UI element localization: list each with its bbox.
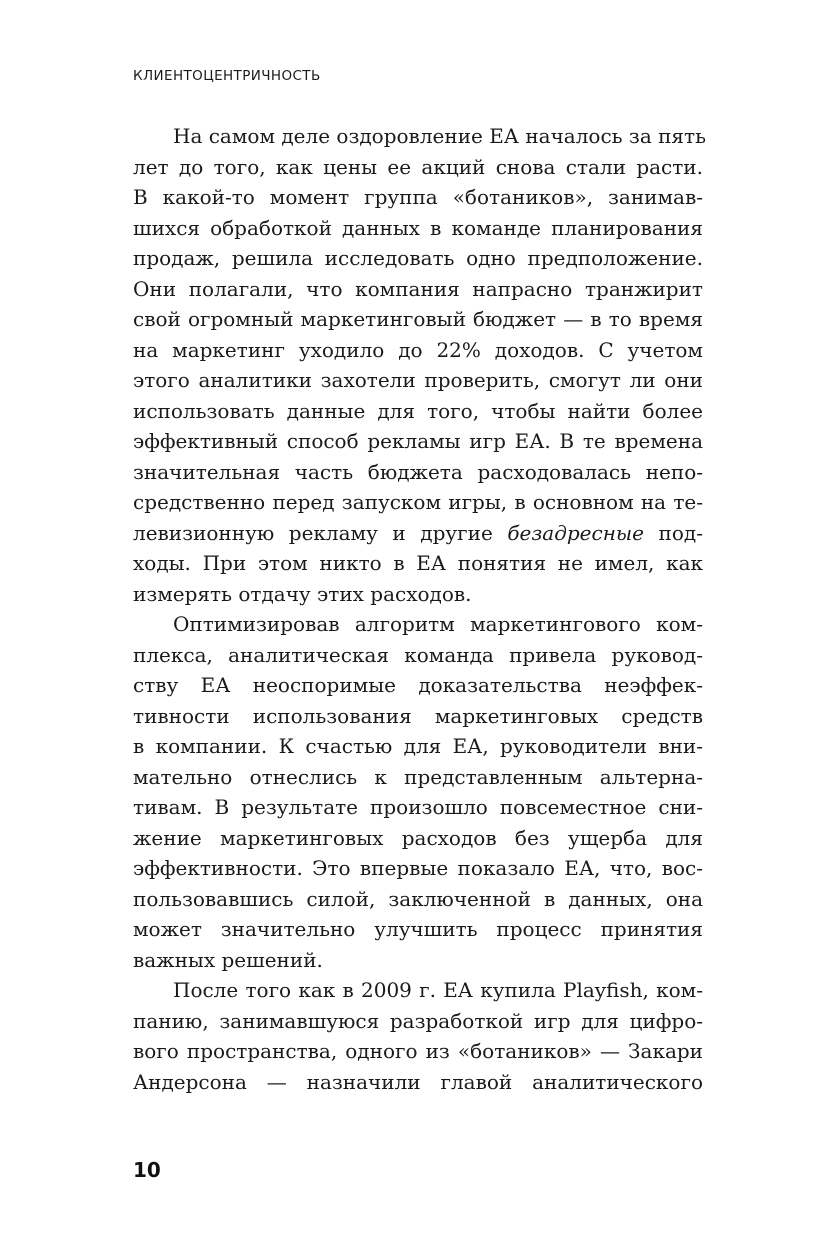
text-fragment: под- [644, 520, 703, 545]
text-line: жение маркетинговых расходов без ущерба для [133, 825, 703, 850]
text-line: на маркетинг уходило до 22% доходов. С учетом [133, 337, 703, 362]
text-line: лет до того, как цены ее акций снова стали расти. [133, 154, 703, 179]
text-line: На самом деле оздоровление ЕА началось за пять [173, 124, 706, 148]
text-line: может значительно улучшить процесс принятия [133, 917, 703, 941]
text-line-with-emphasis [133, 518, 703, 549]
text-line: пользовавшись силой, заключенной в данных, она [133, 886, 703, 911]
text-fragment: левизионную рекламу и другие [133, 520, 508, 545]
text-line: важных решений. [133, 947, 323, 972]
text-line: шихся обработкой данных в команде планирования [133, 215, 703, 240]
body-text [133, 121, 706, 1097]
text-line: Оптимизировав алгоритм маркетингового ком- [173, 612, 703, 636]
text-line: свой огромный маркетинговый бюджет — в то время [133, 307, 703, 331]
text-line: ходы. При этом никто в ЕА понятия не имел, как [133, 551, 703, 575]
text-line: ству ЕА неоспоримые доказательства неэффек- [133, 673, 703, 697]
text-line: плекса, аналитическая команда привела руковод- [133, 642, 703, 667]
text-line: панию, занимавшуюся разработкой игр для цифро- [133, 1008, 703, 1033]
text-line: измерять отдачу этих расходов. [133, 581, 472, 606]
text-line: использовать данные для того, чтобы найти более [133, 398, 703, 423]
text-line: После того как в 2009 г. ЕА купила Playfish, ком- [173, 978, 703, 1002]
text-line: в компании. К счастью для ЕА, руководители вни- [133, 734, 703, 758]
text-line: продаж, решила исследовать одно предположение. [133, 246, 703, 270]
running-header: КЛИЕНТОЦЕНТРИЧНОСТЬ [133, 68, 321, 84]
text-line: эффективный способ рекламы игр ЕА. В те времена [133, 429, 703, 453]
text-line: вого пространства, одного из «ботаников» — Закари [133, 1039, 703, 1063]
text-line: мательно отнеслись к представленным альтерна- [133, 764, 703, 789]
text-line: В какой-то момент группа «ботаников», занимав- [133, 185, 703, 209]
text-line: тивности использования маркетинговых средств [133, 703, 703, 728]
text-line: тивам. В результате произошло повсеместное сни- [133, 795, 703, 819]
text-line: эффективности. Это впервые показало ЕА, что, вос- [133, 856, 703, 880]
emphasized-word: безадресные [507, 520, 645, 545]
text-line: средственно перед запуском игры, в основном на те- [133, 490, 703, 514]
text-line: Они полагали, что компания напрасно транжирит [133, 276, 703, 301]
text-line: этого аналитики захотели проверить, смогут ли они [133, 368, 703, 392]
page-number: 10 [133, 1158, 161, 1182]
text-line: Андерсона — назначили главой аналитического [133, 1069, 703, 1094]
text-line: значительная часть бюджета расходовалась непо- [133, 459, 703, 484]
